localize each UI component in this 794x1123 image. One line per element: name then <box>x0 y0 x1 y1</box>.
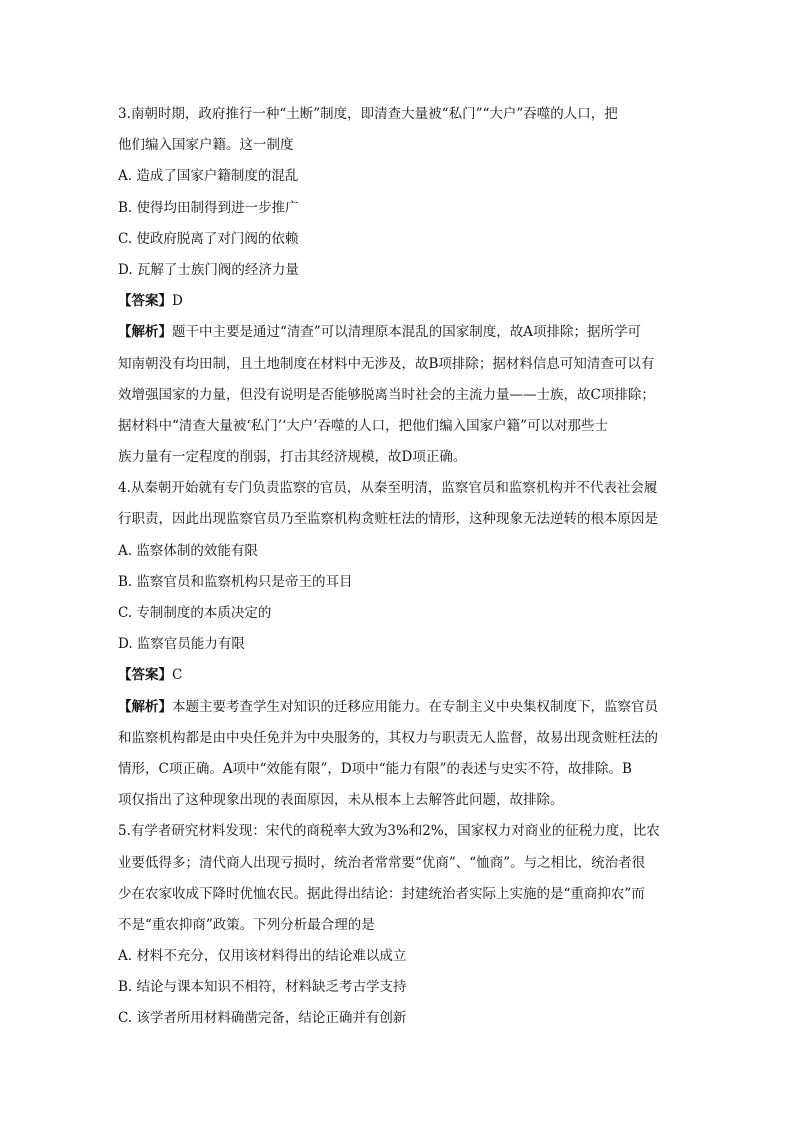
question-stem-line: 少在农家收成下降时优恤农民。据此得出结论：封建统治者实际上实施的是“重商抑农”而 <box>118 885 645 902</box>
answer-value: D <box>172 293 183 310</box>
analysis-line: 效增强国家的力量，但没有说明是否能够脱离当时社会的主流力量——士族，故C项排除； <box>118 386 655 403</box>
option-d: D. 瓦解了士族门阀的经济力量 <box>118 261 299 278</box>
analysis-line: 情形，C项正确。A项中“效能有限”，D项中“能力有限”的表述与史实不符，故排除。B <box>118 760 632 777</box>
option-a: A. 监察体制的效能有限 <box>118 542 258 559</box>
option-b: B. 使得均田制得到进一步推广 <box>118 199 299 216</box>
analysis-line: 和监察机构都是由中央任免并为中央服务的，其权力与职责无人监督，故易出现贪赃枉法的 <box>118 729 658 746</box>
question-stem-line: 业要低得多；清代商人出现亏损时，统治者常常要“优商”、“恤商”。与之相比，统治者很 <box>118 854 646 871</box>
question-3 <box>118 101 678 470</box>
analysis-text: 本题主要考查学生对知识的迁移应用能力。在专制主义中央集权制度下，监察官员 <box>172 698 658 715</box>
answer-value: C <box>172 667 183 684</box>
analysis-line <box>118 319 678 345</box>
answer-label: 【答案】 <box>118 293 172 310</box>
option-c: C. 使政府脱离了对门阀的依赖 <box>118 230 299 247</box>
analysis-line: 族力量有一定程度的削弱，打击其经济规模，故D项正确。 <box>118 449 467 466</box>
option-a: A. 造成了国家户籍制度的混乱 <box>118 168 299 185</box>
option-b: B. 监察官员和监察机构只是帝王的耳目 <box>118 573 353 590</box>
analysis-label: 【解析】 <box>118 698 172 715</box>
analysis-label: 【解析】 <box>118 324 172 341</box>
option-a: A. 材料不充分，仅用该材料得出的结论难以成立 <box>118 948 407 965</box>
answer-label: 【答案】 <box>118 667 172 684</box>
option-b: B. 结论与课本知识不相符，材料缺乏考古学支持 <box>118 979 407 996</box>
document-content <box>118 101 678 1037</box>
question-stem-line: 4.从秦朝开始就有专门负责监察的官员，从秦至明清，监察官员和监察机构并不代表社会履 <box>118 480 658 497</box>
option-d: D. 监察官员能力有限 <box>118 636 245 653</box>
question-stem-line: 不是“重农抑商”政策。下列分析最合理的是 <box>118 916 375 933</box>
option-c: C. 专制制度的本质决定的 <box>118 605 272 621</box>
option-c: C. 该学者所用材料确凿完备，结论正确并有创新 <box>118 1010 407 1027</box>
analysis-line: 据材料中“清查大量被‘私门’‘大户’吞噬的人口，把他们编入国家户籍”可以对那些士 <box>118 417 608 434</box>
question-stem-line: 5.有学者研究材料发现：宋代的商税率大致为3%和2%，国家权力对商业的征税力度，比农 <box>118 823 660 840</box>
answer-line <box>118 288 678 314</box>
question-stem-line: 3.南朝时期，政府推行一种“土断”制度，即清查大量被“私门”“大户”吞噬的人口，把 <box>118 106 618 122</box>
answer-line <box>118 662 678 688</box>
analysis-line: 项仅指出了这种现象出现的表面原因，未从根本上去解答此问题，故排除。 <box>118 792 564 809</box>
question-5 <box>118 818 678 1031</box>
question-stem-line: 行职责，因此出现监察官员乃至监察机构贪赃枉法的情形，这种现象无法逆转的根本原因是 <box>118 511 658 528</box>
analysis-line <box>118 694 678 720</box>
question-4 <box>118 475 678 813</box>
analysis-line: 知南朝没有均田制，且土地制度在材料中无涉及，故B项排除；据材料信息可知清查可以有 <box>118 355 655 372</box>
question-stem-line: 他们编入国家户籍。这一制度 <box>118 137 294 154</box>
analysis-text: 题干中主要是通过“清查”可以清理原本混乱的国家制度，故A项排除；据所学可 <box>172 324 642 341</box>
